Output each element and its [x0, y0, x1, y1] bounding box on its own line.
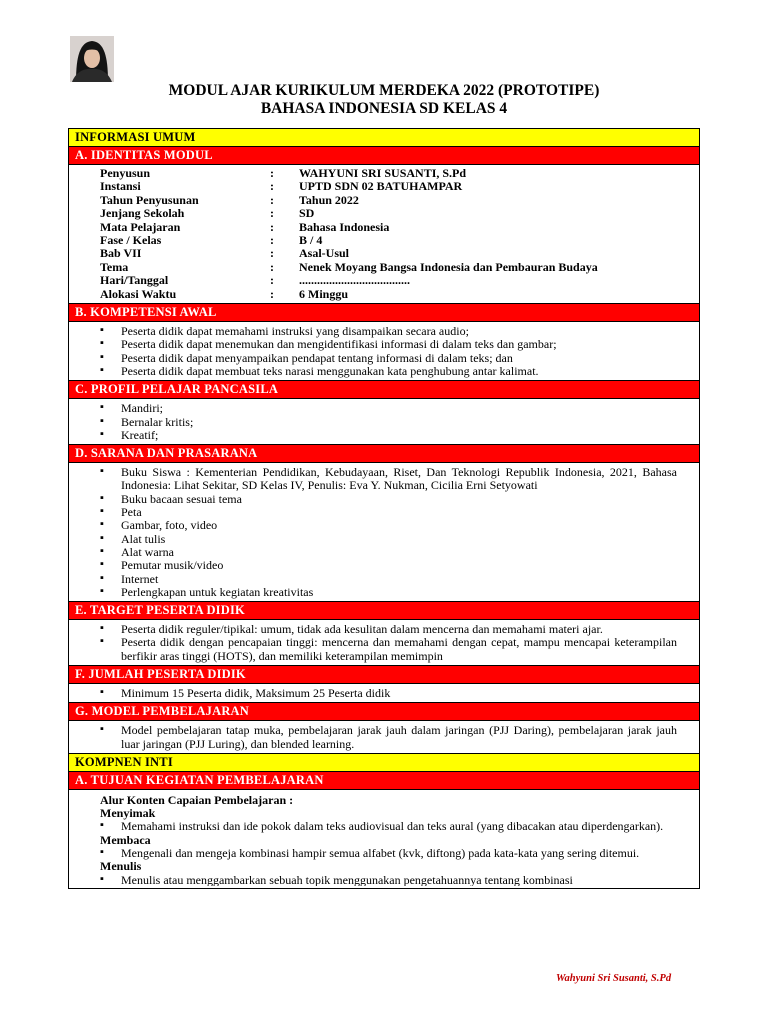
identitas-colon: :	[270, 273, 274, 288]
jumlah-list	[100, 687, 677, 700]
module-table	[68, 128, 700, 889]
list-item: ▪ Peserta didik dapat menyampaikan pendapat tentang informasi di dalam teks; dan	[100, 352, 677, 365]
section-header-jumlah-peserta: F. JUMLAH PESERTA DIDIK	[69, 666, 699, 684]
membaca-heading: Membaca	[100, 832, 151, 847]
menyimak-list	[100, 820, 677, 833]
identitas-row	[100, 167, 693, 180]
model-pembelajaran-body	[69, 721, 699, 754]
list-item: ▪ Alat tulis	[100, 533, 677, 546]
identitas-key: Fase / Kelas	[100, 233, 162, 248]
section-header-profil-pelajar: C. PROFIL PELAJAR PANCASILA	[69, 381, 699, 399]
identitas-row	[100, 207, 693, 220]
identitas-value: Nenek Moyang Bangsa Indonesia dan Pembauran Budaya	[299, 259, 598, 274]
identitas-row	[100, 288, 693, 301]
section-header-model-pembelajaran: G. MODEL PEMBELAJARAN	[69, 703, 699, 721]
identitas-colon: :	[270, 206, 274, 221]
list-item: ▪ Peserta didik dapat memahami instruksi yang disampaikan secara audio;	[100, 325, 677, 338]
sarana-list	[100, 466, 677, 599]
identitas-row	[100, 180, 693, 193]
list-item: ▪ Gambar, foto, video	[100, 519, 677, 532]
membaca-list	[100, 847, 677, 860]
menulis-list	[100, 874, 677, 886]
list-item: ▪ Menulis atau menggambarkan sebuah topik menggunakan pengetahuannya tentang kombinasi	[100, 874, 677, 886]
list-item: ▪ Peserta didik dapat membuat teks narasi menggunakan kata penghubung antar kalimat.	[100, 365, 677, 378]
document-title: MODUL AJAR KURIKULUM MERDEKA 2022 (PROTOTIPE)	[168, 82, 600, 99]
alur-konten-heading: Alur Konten Capaian Pembelajaran :	[100, 792, 294, 807]
section-header-identitas-modul: A. IDENTITAS MODUL	[69, 147, 699, 165]
list-item: ▪ Peserta didik dapat menemukan dan mengidentifikasi informasi di dalam teks dan gambar;	[100, 338, 677, 351]
identitas-key: Penyusun	[100, 166, 151, 180]
identitas-key: Hari/Tanggal	[100, 273, 169, 288]
list-item: ▪ Minimum 15 Peserta didik, Maksimum 25 Peserta didik	[100, 687, 677, 700]
list-item: ▪ Alat warna	[100, 546, 677, 559]
identitas-value: 6 Minggu	[299, 286, 349, 301]
identitas-row	[100, 247, 693, 260]
profil-list	[100, 402, 677, 442]
list-item: ▪ Perlengkapan untuk kegiatan kreativitas	[100, 586, 677, 599]
identitas-value: Tahun 2022	[299, 192, 359, 207]
list-item: ▪ Memahami instruksi dan ide pokok dalam teks audiovisual dan teks aural (yang dibacakan atau diperdengarkan).	[100, 820, 677, 833]
identitas-row	[100, 234, 693, 247]
identitas-row	[100, 274, 693, 287]
list-item: ▪ Peserta didik reguler/tipikal: umum, tidak ada kesulitan dalam mencerna dan memahami materi ajar.	[100, 623, 677, 636]
sarana-prasarana-body	[69, 463, 699, 602]
list-item: ▪ Pemutar musik/video	[100, 559, 677, 572]
identitas-value: SD	[299, 206, 315, 221]
list-item: ▪ Buku Siswa : Kementerian Pendidikan, Kebudayaan, Riset, Dan Teknologi Republik Indonesia, 2021, Bahasa Indonesia: Lihat Sekitar, SD Kelas IV, Penulis: Eva Y. Nukman, Cicilia Erni Setyowati	[100, 466, 677, 493]
identitas-colon: :	[270, 166, 274, 180]
identitas-colon: :	[270, 179, 274, 194]
list-item: ▪ Mengenali dan mengeja kombinasi hampir semua alfabet (kvk, diftong) pada kata-kata yang sering ditemui.	[100, 847, 677, 860]
list-item: ▪ Peta	[100, 506, 677, 519]
identitas-value: B / 4	[299, 233, 323, 248]
target-peserta-body	[69, 620, 699, 666]
author-photo-image	[70, 36, 114, 82]
section-header-target-peserta: E. TARGET PESERTA DIDIK	[69, 602, 699, 620]
author-photo	[70, 36, 114, 82]
identitas-colon: :	[270, 192, 274, 207]
section-header-tujuan-kegiatan: A. TUJUAN KEGIATAN PEMBELAJARAN	[69, 772, 699, 790]
kompetensi-awal-body	[69, 322, 699, 381]
identitas-row	[100, 261, 693, 274]
identitas-colon: :	[270, 246, 274, 261]
identitas-key: Mata Pelajaran	[100, 219, 181, 234]
list-item: ▪ Model pembelajaran tatap muka, pembelajaran jarak jauh dalam jaringan (PJJ Daring), pembelajaran jarak jauh luar jaringan (PJJ Luring), dan blended learning.	[100, 724, 677, 751]
identitas-colon: :	[270, 233, 274, 248]
document-subtitle: BAHASA INDONESIA SD KELAS 4	[260, 100, 508, 117]
identitas-modul-body	[69, 165, 699, 304]
list-item: ▪ Buku bacaan sesuai tema	[100, 493, 677, 506]
model-list	[100, 724, 677, 751]
identitas-key: Tahun Penyusunan	[100, 192, 199, 207]
identitas-value: UPTD SDN 02 BATUHAMPAR	[299, 179, 463, 194]
jumlah-peserta-body	[69, 684, 699, 703]
list-item: ▪ Bernalar kritis;	[100, 416, 677, 429]
identitas-key: Bab VII	[100, 246, 142, 261]
identitas-row	[100, 194, 693, 207]
identitas-colon: :	[270, 259, 274, 274]
section-header-komponen-inti: KOMPNEN INTI	[69, 754, 699, 772]
identitas-colon: :	[270, 286, 274, 301]
section-header-sarana-prasarana: D. SARANA DAN PRASARANA	[69, 445, 699, 463]
menyimak-heading: Menyimak	[100, 806, 156, 821]
list-item: ▪ Mandiri;	[100, 402, 677, 415]
menulis-heading: Menulis	[100, 859, 142, 874]
identitas-key: Tema	[100, 259, 129, 274]
identitas-value: Bahasa Indonesia	[299, 219, 390, 234]
list-item: ▪ Peserta didik dengan pencapaian tinggi: mencerna dan memahami dengan cepat, mampu mencapai keterampilan berfikir aras tinggi (HOTS), dan memiliki keterampilan memimpin	[100, 636, 677, 663]
target-list	[100, 623, 677, 663]
list-item: ▪ Internet	[100, 573, 677, 586]
identitas-value: Asal-Usul	[299, 246, 350, 261]
identitas-value: .....................................	[299, 273, 410, 288]
list-item: ▪ Kreatif;	[100, 429, 677, 442]
identitas-value: WAHYUNI SRI SUSANTI, S.Pd	[299, 166, 467, 180]
identitas-key: Alokasi Waktu	[100, 286, 177, 301]
footer-author: Wahyuni Sri Susanti, S.Pd	[556, 973, 672, 984]
section-header-kompetensi-awal: B. KOMPETENSI AWAL	[69, 304, 699, 322]
profil-pelajar-body	[69, 399, 699, 445]
tujuan-kegiatan-body	[69, 790, 699, 889]
section-header-informasi-umum: INFORMASI UMUM	[69, 129, 699, 147]
kompetensi-list	[100, 325, 677, 378]
identitas-key: Instansi	[100, 179, 141, 194]
identitas-row	[100, 221, 693, 234]
identitas-key: Jenjang Sekolah	[100, 206, 185, 221]
identitas-colon: :	[270, 219, 274, 234]
